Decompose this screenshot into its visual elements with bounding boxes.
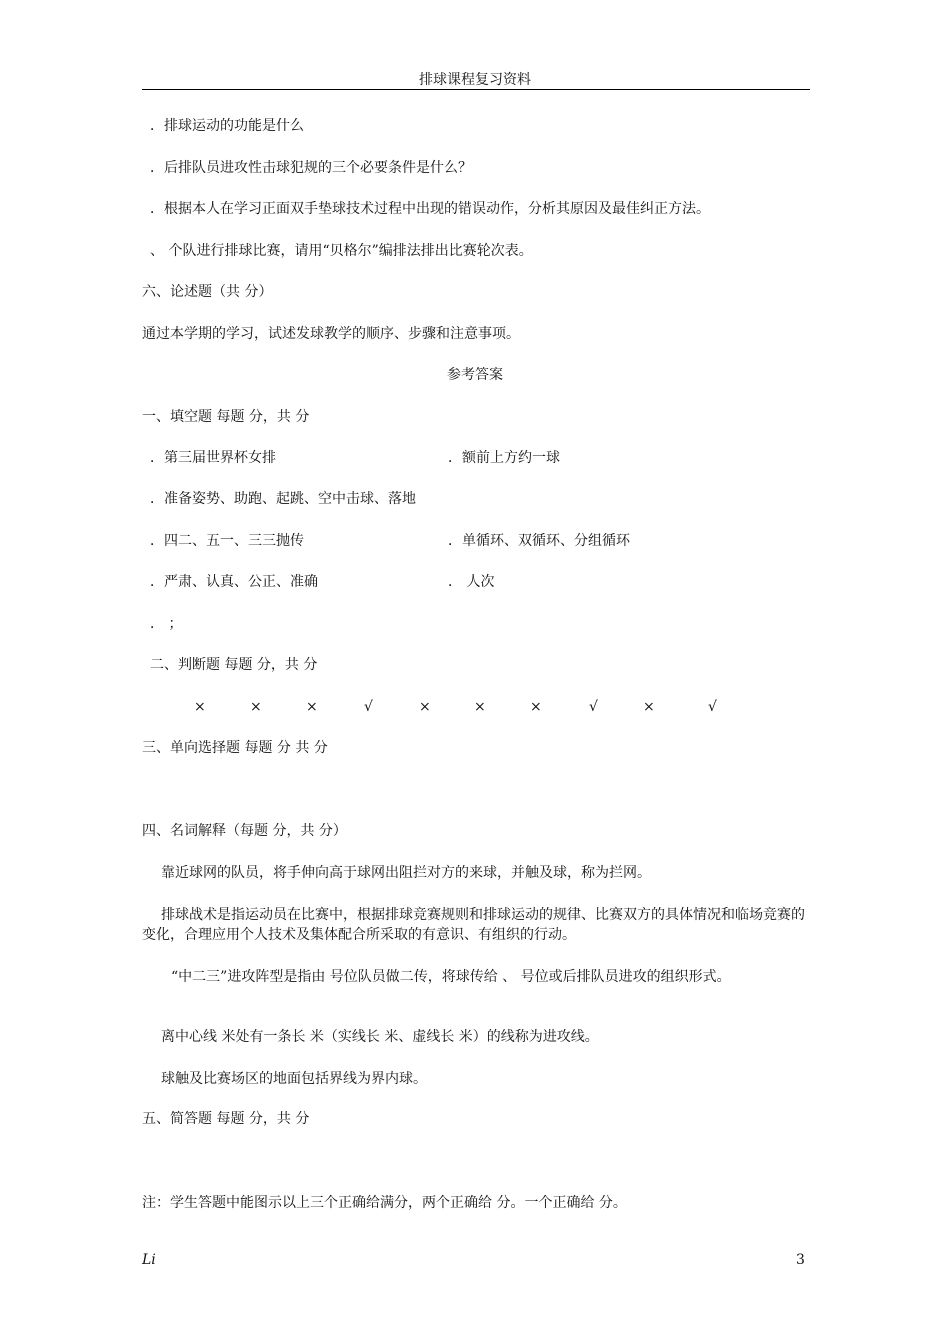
fill-answer-3: ．准备姿势、助跑、起跳、空中击球、落地 — [150, 491, 416, 507]
terms-heading: 四、名词解释（每题 分，共 分） — [142, 823, 347, 839]
judge-mark: × — [306, 699, 318, 715]
judge-mark: × — [530, 699, 542, 715]
judge-mark: √ — [708, 699, 717, 715]
answers-title: 参考答案 — [447, 367, 503, 383]
term-answer-3: “中二三”进攻阵型是指由 号位队员做二传，将球传给 、 号位或后排队员进攻的组织形式。 — [171, 969, 731, 985]
question-4: 、 个队进行排球比赛，请用“贝格尔”编排法排出比赛轮次表。 — [150, 243, 533, 259]
footer-author: Li — [142, 1252, 156, 1268]
fill-answer-5: ．单循环、双循环、分组循环 — [448, 533, 630, 549]
judge-mark: × — [474, 699, 486, 715]
essay-heading: 六、论述题（共 分） — [142, 284, 273, 300]
fill-answer-1: ．第三届世界杯女排 — [150, 450, 276, 466]
header-title: 排球课程复习资料 — [419, 72, 531, 88]
question-1: ．排球运动的功能是什么 — [150, 118, 304, 134]
judge-heading: 二、判断题 每题 分，共 分 — [150, 657, 318, 673]
term-answer-1: 靠近球网的队员，将手伸向高于球网出阻拦对方的来球，并触及球，称为拦网。 — [161, 865, 651, 881]
short-answer-heading: 五、简答题 每题 分，共 分 — [142, 1111, 310, 1127]
fill-answer-8: ． ； — [150, 616, 183, 632]
choice-heading: 三、单向选择题 每题 分 共 分 — [142, 740, 328, 756]
fill-answer-4: ．四二、五一、三三抛传 — [150, 533, 304, 549]
judge-mark: × — [250, 699, 262, 715]
judge-mark: × — [643, 699, 655, 715]
term-answer-4: 离中心线 米处有一条长 米（实线长 米、虚线长 米）的线称为进攻线。 — [161, 1029, 599, 1045]
term-answer-5: 球触及比赛场区的地面包括界线为界内球。 — [161, 1071, 427, 1087]
fill-answer-6: ．严肃、认真、公正、准确 — [150, 574, 318, 590]
judge-mark: √ — [589, 699, 598, 715]
judge-mark: × — [194, 699, 206, 715]
fill-blank-heading: 一、填空题 每题 分，共 分 — [142, 409, 310, 425]
judge-mark: √ — [364, 699, 373, 715]
judge-mark: × — [419, 699, 431, 715]
grading-note: 注：学生答题中能图示以上三个正确给满分，两个正确给 分。一个正确给 分。 — [142, 1195, 627, 1211]
question-2: ．后排队员进攻性击球犯规的三个必要条件是什么？ — [150, 160, 472, 176]
fill-answer-7: ． 人次 — [448, 574, 495, 590]
question-3: ．根据本人在学习正面双手垫球技术过程中出现的错误动作，分析其原因及最佳纠正方法。 — [150, 201, 710, 217]
fill-answer-2: ．额前上方约一球 — [448, 450, 560, 466]
essay-text: 通过本学期的学习，试述发球教学的顺序、步骤和注意事项。 — [142, 326, 520, 342]
page-number: 3 — [796, 1252, 805, 1268]
header-divider — [142, 89, 810, 90]
term-answer-2: 排球战术是指运动员在比赛中，根据排球竞赛规则和排球运动的规律、比赛双方的具体情况和临场竞赛的变化，合理应用个人技术及集体配合所采取的有意识、有组织的行动。 — [142, 907, 805, 943]
